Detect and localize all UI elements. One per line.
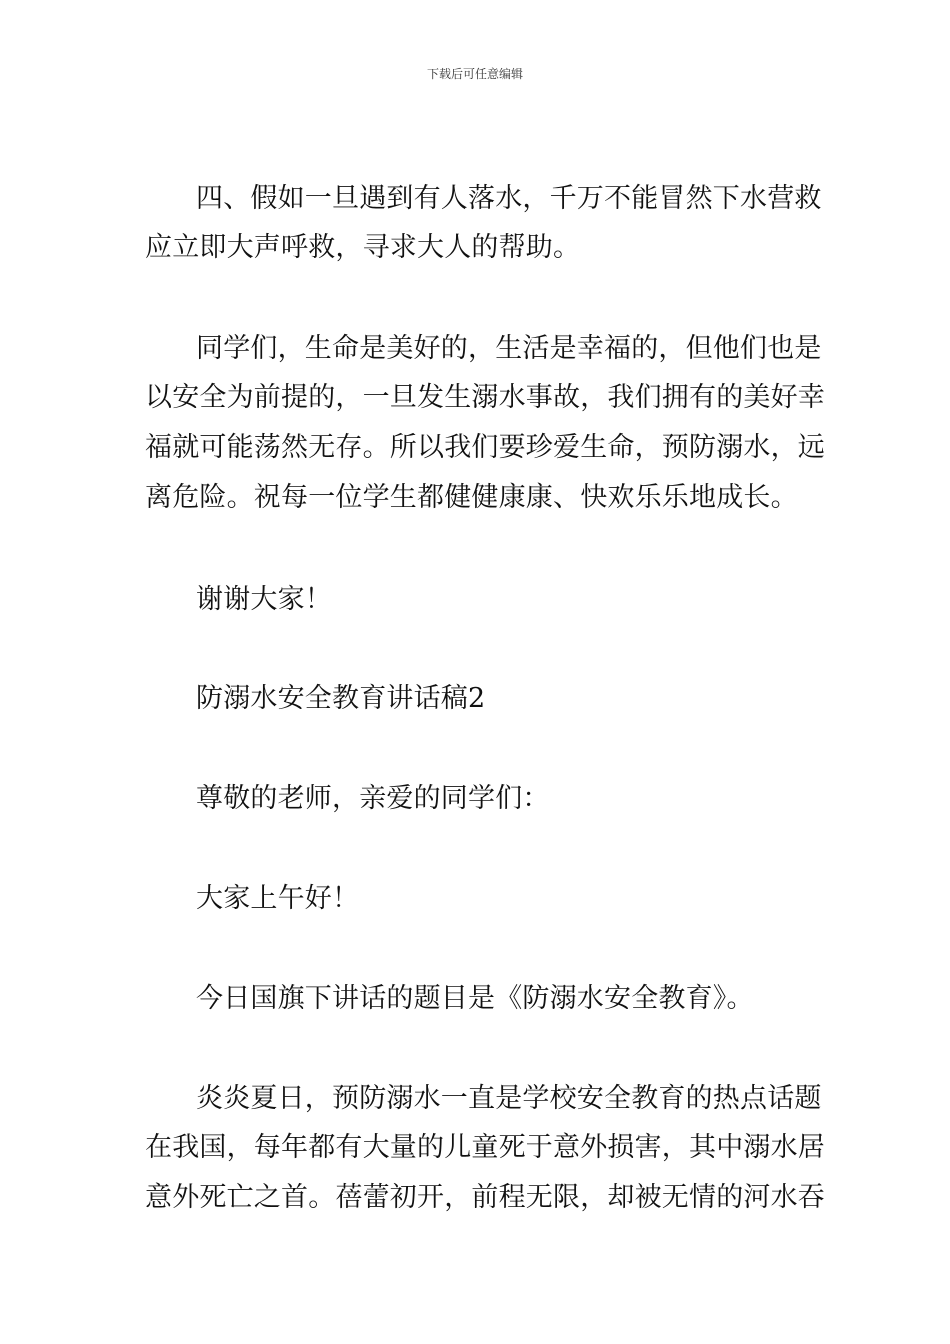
salutation-line: 尊敬的老师，亲爱的同学们：	[196, 783, 550, 814]
page-header: 下载后可任意编辑	[426, 67, 523, 81]
greeting-line: 大家上午好！	[196, 883, 360, 914]
paragraph-3-line-2: 在我国，每年都有大量的儿童死于意外损害，其中溺水居	[145, 1132, 825, 1163]
paragraph-1-line-2: 应立即大声呼救，寻求大人的帮助。	[145, 232, 581, 263]
paragraph-3-line-3: 意外死亡之首。蓓蕾初开，前程无限，却被无情的河水吞	[145, 1182, 825, 1213]
paragraph-3-line-1: 炎炎夏日，预防溺水一直是学校安全教育的热点话题	[196, 1083, 822, 1114]
speech-title: 防溺水安全教育讲话稿2	[196, 683, 486, 714]
paragraph-2-line-1: 同学们，生命是美好的，生活是幸福的，但他们也是	[196, 333, 822, 364]
topic-line: 今日国旗下讲话的题目是《防溺水安全教育》。	[196, 983, 754, 1014]
paragraph-2-line-3: 福就可能荡然无存。所以我们要珍爱生命，预防溺水，远	[145, 432, 825, 463]
thanks-line: 谢谢大家！	[196, 584, 332, 615]
paragraph-2-line-2: 以安全为前提的，一旦发生溺水事故，我们拥有的美好幸	[145, 382, 825, 413]
paragraph-2-line-4: 离危险。祝每一位学生都健健康康、快欢乐乐地成长。	[145, 482, 798, 513]
paragraph-1-line-1: 四、假如一旦遇到有人落水，千万不能冒然下水营救	[196, 183, 822, 214]
